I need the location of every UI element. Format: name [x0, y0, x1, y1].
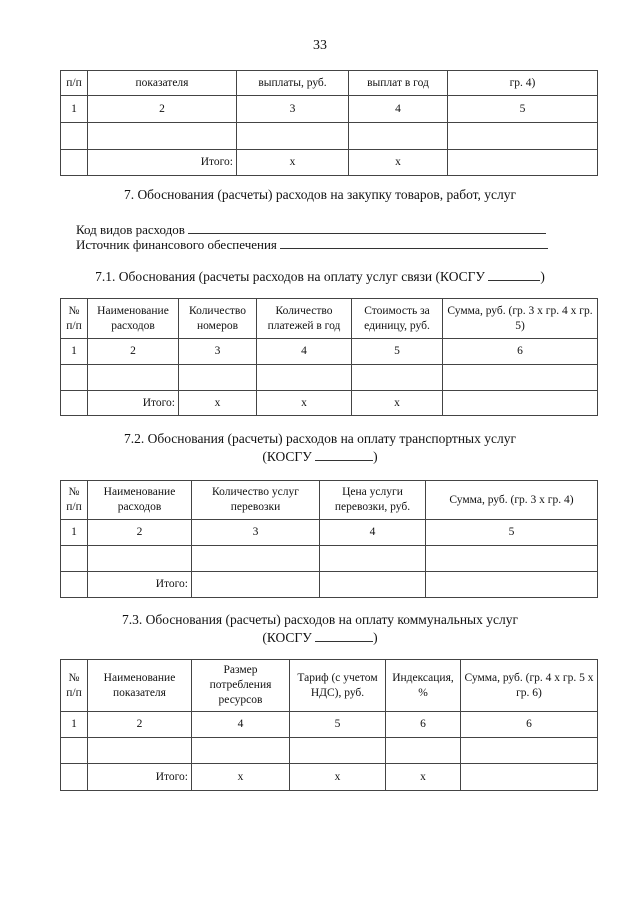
header-cell: Количество номеров [179, 299, 257, 339]
column-number: 2 [88, 339, 179, 365]
column-number: 3 [179, 339, 257, 365]
kod-vidov-label: Код видов расходов [76, 222, 185, 237]
empty-cell [443, 391, 598, 416]
column-number: 6 [461, 712, 598, 738]
section-7-2-title-line2 [0, 448, 640, 466]
empty-cell [61, 365, 88, 391]
total-label: Итого: [88, 572, 192, 598]
empty-cell [179, 365, 257, 391]
source-blank[interactable] [280, 236, 548, 249]
communication-table [60, 298, 598, 416]
column-number: 5 [290, 712, 386, 738]
x-mark: x [237, 150, 349, 176]
column-number: 3 [237, 96, 349, 123]
total-label: Итого: [88, 150, 237, 176]
empty-cell [349, 123, 448, 150]
x-mark: x [257, 391, 352, 416]
section-7-3-title [0, 611, 640, 647]
column-number: 1 [61, 339, 88, 365]
column-number: 2 [88, 96, 237, 123]
empty-cell [61, 764, 88, 791]
header-cell: Стоимость за единицу, руб. [352, 299, 443, 339]
empty-cell [61, 572, 88, 598]
empty-cell [61, 738, 88, 764]
empty-cell [461, 738, 598, 764]
empty-cell [88, 365, 179, 391]
header-cell: Наименование расходов [88, 481, 192, 520]
header-cell: Наименование показателя [88, 660, 192, 712]
kosgu-label: (КОСГУ [262, 630, 312, 645]
section-7-1-title-text: 7.1. Обоснования (расчеты расходов на оплату услуг связи (КОСГУ [95, 269, 485, 284]
section-7-title: 7. Обоснования (расчеты) расходов на закупку товаров, работ, услуг [123, 187, 517, 202]
header-cell: Количество услуг перевозки [192, 481, 320, 520]
header-cell: выплаты, руб. [237, 71, 349, 96]
section-7-2-title [0, 430, 640, 466]
column-number: 2 [88, 520, 192, 546]
empty-cell [448, 150, 598, 176]
empty-cell [352, 365, 443, 391]
empty-cell [461, 764, 598, 791]
empty-cell [61, 546, 88, 572]
continued-table [60, 70, 598, 176]
x-mark: x [386, 764, 461, 791]
empty-cell [320, 572, 426, 598]
header-cell: Цена услуги перевозки, руб. [320, 481, 426, 520]
empty-cell [257, 365, 352, 391]
header-cell: № п/п [61, 660, 88, 712]
empty-cell [192, 572, 320, 598]
section-7-3-title-line1: 7.3. Обоснования (расчеты) расходов на оплату коммунальных услуг [121, 612, 519, 627]
kosgu-blank[interactable] [315, 629, 373, 642]
total-label: Итого: [88, 764, 192, 791]
column-number: 2 [88, 712, 192, 738]
section-7-3-title-line2 [0, 629, 640, 647]
section-7-3-title-end: ) [373, 630, 378, 645]
column-number: 6 [386, 712, 461, 738]
section-7-1-title-end: ) [540, 269, 545, 284]
column-number: 4 [192, 712, 290, 738]
empty-cell [448, 123, 598, 150]
header-cell: Тариф (с учетом НДС), руб. [290, 660, 386, 712]
header-cell: Сумма, руб. (гр. 4 х гр. 5 х гр. 6) [461, 660, 598, 712]
x-mark: x [349, 150, 448, 176]
header-cell: Наименование расходов [88, 299, 179, 339]
empty-cell [61, 123, 88, 150]
total-label: Итого: [88, 391, 179, 416]
column-number: 6 [443, 339, 598, 365]
empty-cell [237, 123, 349, 150]
header-cell: № п/п [61, 481, 88, 520]
header-cell: п/п [61, 71, 88, 96]
kosgu-label: (КОСГУ [262, 449, 312, 464]
empty-cell [88, 546, 192, 572]
column-number: 1 [61, 712, 88, 738]
header-cell: Сумма, руб. (гр. 3 х гр. 4) [426, 481, 598, 520]
column-number: 1 [61, 96, 88, 123]
empty-cell [290, 738, 386, 764]
empty-cell [426, 546, 598, 572]
kosgu-blank[interactable] [315, 448, 373, 461]
kosgu-blank[interactable] [488, 268, 540, 281]
x-mark: x [179, 391, 257, 416]
kod-vidov-blank[interactable] [188, 221, 546, 234]
column-number: 5 [448, 96, 598, 123]
header-cell: № п/п [61, 299, 88, 339]
x-mark: x [352, 391, 443, 416]
x-mark: x [192, 764, 290, 791]
x-mark: x [290, 764, 386, 791]
source-label: Источник финансового обеспечения [76, 237, 277, 252]
empty-cell [386, 738, 461, 764]
column-number: 5 [352, 339, 443, 365]
column-number: 1 [61, 520, 88, 546]
section-7-2-title-line1: 7.2. Обоснования (расчеты) расходов на оплату транспортных услуг [123, 431, 517, 446]
column-number: 3 [192, 520, 320, 546]
empty-cell [88, 738, 192, 764]
transport-table [60, 480, 598, 598]
empty-cell [320, 546, 426, 572]
header-cell: гр. 4) [448, 71, 598, 96]
header-cell: Размер потребления ресурсов [192, 660, 290, 712]
section-7-1-title [0, 268, 640, 286]
header-cell: Индексация, % [386, 660, 461, 712]
column-number: 4 [257, 339, 352, 365]
utilities-table [60, 659, 598, 791]
header-cell: Сумма, руб. (гр. 3 х гр. 4 х гр. 5) [443, 299, 598, 339]
header-cell: показателя [88, 71, 237, 96]
header-cell: выплат в год [349, 71, 448, 96]
column-number: 5 [426, 520, 598, 546]
page-number: 33 [313, 38, 327, 53]
empty-cell [192, 738, 290, 764]
empty-cell [61, 150, 88, 176]
empty-cell [192, 546, 320, 572]
section-7-2-title-end: ) [373, 449, 378, 464]
column-number: 4 [349, 96, 448, 123]
empty-cell [426, 572, 598, 598]
empty-cell [61, 391, 88, 416]
column-number: 4 [320, 520, 426, 546]
empty-cell [443, 365, 598, 391]
source-line [76, 236, 576, 253]
header-cell: Количество платежей в год [257, 299, 352, 339]
empty-cell [88, 123, 237, 150]
